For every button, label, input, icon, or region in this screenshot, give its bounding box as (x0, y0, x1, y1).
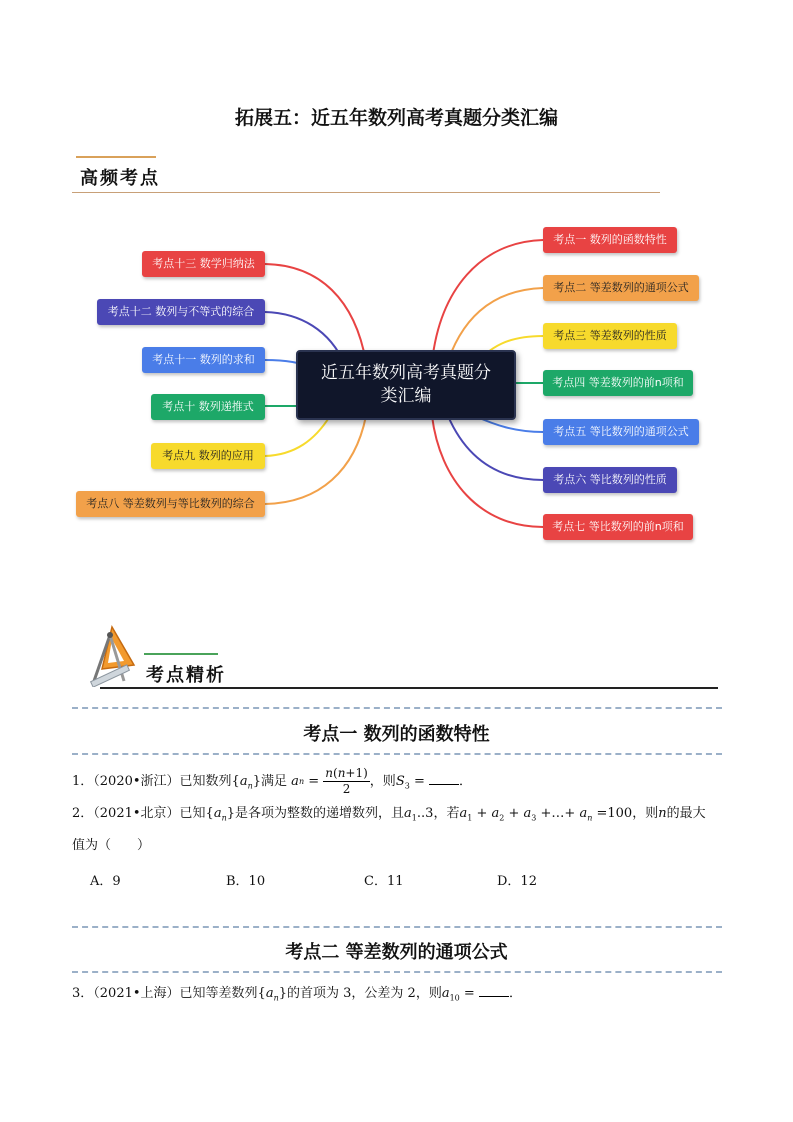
mindmap-node-kp5: 考点五 等比数列的通项公式 (543, 419, 699, 445)
option-d: D．12 (497, 874, 537, 889)
page-title: 拓展五：近五年数列高考真题分类汇编 (234, 107, 558, 129)
mindmap-node-kp7: 考点七 等比数列的前n项和 (543, 514, 693, 540)
section-title: 考点精析 (146, 665, 226, 686)
mindmap-node-kp13: 考点十三 数学归纳法 (142, 251, 265, 277)
option-c: C．11 (364, 874, 404, 889)
mindmap-node-kp12: 考点十二 数列与不等式的综合 (97, 299, 265, 325)
question-2-line2: 值为（ ） (72, 838, 151, 853)
divider (72, 707, 722, 709)
option-a: A．9 (90, 874, 121, 889)
mindmap-node-kp1: 考点一 数列的函数特性 (543, 227, 677, 253)
mindmap-node-kp9: 考点九 数列的应用 (151, 443, 265, 469)
divider (72, 926, 722, 928)
mindmap-center-node (296, 350, 516, 420)
center-line-1: 近五年数列高考真题分 (321, 363, 491, 383)
mindmap-node-kp3: 考点三 等差数列的性质 (543, 323, 677, 349)
divider (72, 753, 722, 755)
question-3: 3．（2021•上海）已知等差数列$\{a_n\}$的首项为 3，公差为 2，则$a_{10}$ = ． (72, 986, 522, 1003)
section-title: 高频考点 (80, 168, 160, 189)
kp1-title: 考点一 数列的函数特性 (303, 724, 490, 745)
question-1: 1．（2020•浙江）已知数列$\{a_n\}$满足 a n = n(n+1) 2 ，则$S_3$ = ． (72, 766, 472, 796)
kp2-title: 考点二 等差数列的通项公式 (285, 942, 508, 963)
answer-blank (479, 984, 509, 997)
section-header-analysis (88, 625, 718, 691)
divider (72, 971, 722, 973)
mindmap-node-kp8: 考点八 等差数列与等比数列的综合 (76, 491, 265, 517)
center-line-2: 类汇编 (380, 386, 432, 406)
header-accent-line (144, 653, 218, 655)
option-b: B．10 (226, 874, 266, 889)
header-underline (100, 687, 718, 689)
mindmap-node-kp10: 考点十 数列递推式 (151, 394, 265, 420)
mindmap-node-kp6: 考点六 等比数列的性质 (543, 467, 677, 493)
ruler-compass-icon (88, 625, 140, 687)
answer-blank (429, 772, 459, 785)
mindmap-node-kp2: 考点二 等差数列的通项公式 (543, 275, 699, 301)
question-2: 2．（2021•北京）已知$\{a_n\}$是各项为整数的递增数列，且$a_1..3$，若$a_1 + a_2 + a_3$ +…+ $a_n =100$，则n的最大 (72, 806, 706, 823)
mindmap-node-kp11: 考点十一 数列的求和 (142, 347, 265, 373)
mindmap-node-kp4: 考点四 等差数列的前n项和 (543, 370, 693, 396)
